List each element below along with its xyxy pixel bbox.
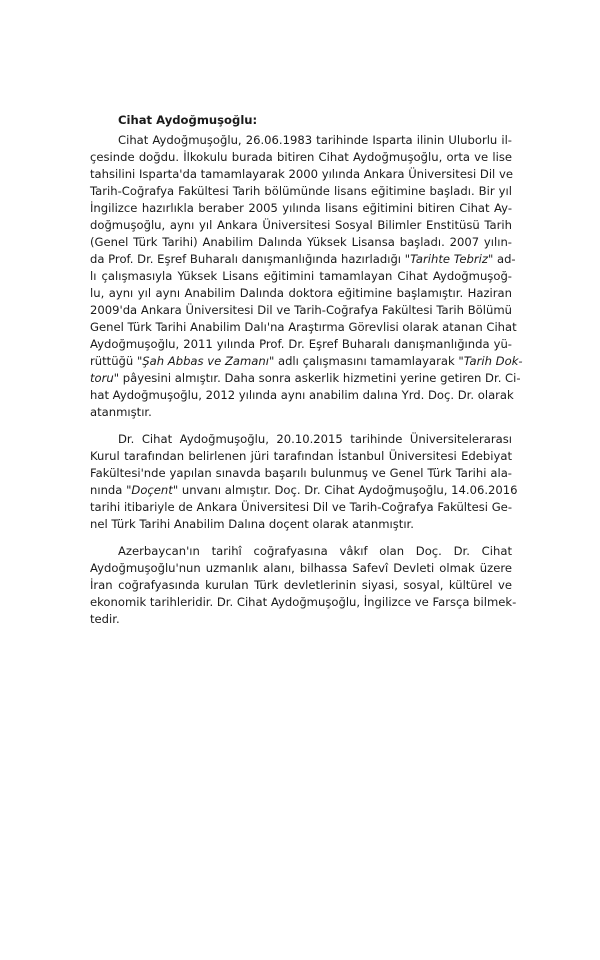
text-line	[90, 268, 512, 285]
text-line	[90, 217, 512, 234]
text-line	[90, 319, 517, 336]
text-line	[90, 577, 512, 594]
text-segment: çesinde doğdu. İlkokulu burada bitiren Cihat Aydoğmuşoğlu, orta ve lise	[90, 150, 512, 164]
text-line	[90, 611, 512, 628]
text-line	[90, 387, 512, 404]
biography-body	[90, 132, 523, 628]
text-line	[90, 499, 512, 516]
text-line	[90, 594, 517, 611]
text-segment: lu, aynı yıl aynı Anabilim Dalında doktora eğitimine başlamıştır. Haziran	[90, 286, 512, 300]
text-segment: (Genel Türk Tarihi) Anabilim Dalında Yüksek Lisansa başladı. 2007 yılın-	[90, 235, 512, 249]
paragraph	[90, 543, 517, 628]
text-line	[90, 251, 516, 268]
text-segment: Aydoğmuşoğlu, 2011 yılında Prof. Dr. Eşref Buharalı danışmanlığında yü-	[90, 337, 512, 351]
text-segment: Aydoğmuşoğlu'nun uzmanlık alanı, bilhassa Safevî Devleti olmak üzere	[90, 561, 512, 575]
text-line	[90, 543, 512, 560]
text-segment: Azerbaycan'ın tarihî coğrafyasına vâkıf olan Doç. Dr. Cihat	[118, 544, 512, 558]
text-line	[90, 336, 512, 353]
text-segment: hat Aydoğmuşoğlu, 2012 yılında aynı anabilim dalına Yrd. Doç. Dr. olarak	[90, 388, 514, 402]
text-segment: ekonomik tarihleridir. Dr. Cihat Aydoğmuşoğlu, İngilizce ve Farsça bilmek-	[90, 595, 517, 609]
text-segment: da Prof. Dr. Eşref Buharalı danışmanlığında hazırladığı "	[90, 252, 411, 266]
paragraph	[90, 132, 523, 421]
italic-title: Şah Abbas ve Zamanı	[142, 354, 269, 368]
text-segment: " pâyesini almıştır. Daha sonra askerlik hizmetini yerine getiren Dr. Ci-	[113, 371, 521, 385]
text-segment: rüttüğü "	[90, 354, 143, 368]
text-line	[90, 560, 512, 577]
text-line	[90, 285, 512, 302]
text-line	[90, 353, 523, 370]
text-line	[90, 200, 512, 217]
text-line	[90, 404, 512, 421]
text-segment: " unvanı almıştır. Doç. Dr. Cihat Aydoğmuşoğlu, 14.06.2016	[172, 483, 518, 497]
text-segment: doğmuşoğlu, aynı yıl Ankara Üniversitesi Sosyal Bilimler Enstitüsü Tarih	[90, 218, 512, 232]
paragraph	[90, 431, 518, 533]
italic-title: Doçent	[131, 483, 173, 497]
text-line	[90, 448, 512, 465]
text-line	[90, 482, 518, 499]
text-segment: tarihi itibariyle de Ankara Üniversitesi Dil ve Tarih-Coğrafya Fakültesi Ge-	[90, 500, 512, 514]
text-segment: 2009'da Ankara Üniversitesi Dil ve Tarih-Coğrafya Fakültesi Tarih Bölümü	[90, 303, 512, 317]
text-segment: lı çalışmasıyla Yüksek Lisans eğitimini tamamlayan Cihat Aydoğmuşoğ-	[90, 269, 512, 283]
text-segment: " ad-	[487, 252, 516, 266]
text-segment: nel Türk Tarihi Anabilim Dalına doçent olarak atanmıştır.	[90, 517, 414, 531]
text-segment: tedir.	[90, 612, 120, 626]
text-line	[90, 183, 512, 200]
biography-heading: Cihat Aydoğmuşoğlu:	[118, 113, 258, 127]
text-line	[90, 132, 512, 149]
text-segment: Tarih-Coğrafya Fakültesi Tarih bölümünde lisans eğitimine başladı. Bir yıl	[90, 184, 512, 198]
text-segment: Cihat Aydoğmuşoğlu, 26.06.1983 tarihinde Isparta ilinin Uluborlu il-	[118, 133, 512, 147]
text-line	[90, 149, 512, 166]
text-segment: Fakültesi'nde yapılan sınavda başarılı bulunmuş ve Genel Türk Tarihi ala-	[90, 466, 512, 480]
biography-page	[90, 111, 523, 638]
text-segment: İran coğrafyasında kurulan Türk devletlerinin siyasi, sosyal, kültürel ve	[90, 578, 512, 592]
text-segment: Genel Türk Tarihi Anabilim Dalı'na Araştırma Görevlisi olarak atanan Cihat	[90, 320, 517, 334]
italic-title: toru	[90, 371, 114, 385]
italic-title: Tarihte Tebriz	[410, 252, 488, 266]
text-line	[90, 166, 512, 183]
text-line	[90, 465, 512, 482]
italic-title: Tarih Dok-	[463, 354, 523, 368]
text-segment: tahsilini Isparta'da tamamlayarak 2000 yılında Ankara Üniversitesi Dil ve	[90, 167, 513, 181]
text-segment: Kurul tarafından belirlenen jüri tarafından İstanbul Üniversitesi Edebiyat	[90, 449, 512, 463]
text-line	[90, 302, 512, 319]
text-line	[90, 516, 512, 533]
text-segment: İngilizce hazırlıkla beraber 2005 yılında lisans eğitimini bitiren Cihat Ay-	[90, 201, 512, 215]
text-segment: Dr. Cihat Aydoğmuşoğlu, 20.10.2015 tarihinde Üniversitelerarası	[118, 432, 512, 446]
text-segment: atanmıştır.	[90, 405, 152, 419]
text-line	[90, 370, 521, 387]
text-line	[90, 234, 512, 251]
text-line	[90, 431, 512, 448]
text-segment: nında "	[90, 483, 132, 497]
text-segment: " adlı çalışmasını tamamlayarak "	[268, 354, 464, 368]
